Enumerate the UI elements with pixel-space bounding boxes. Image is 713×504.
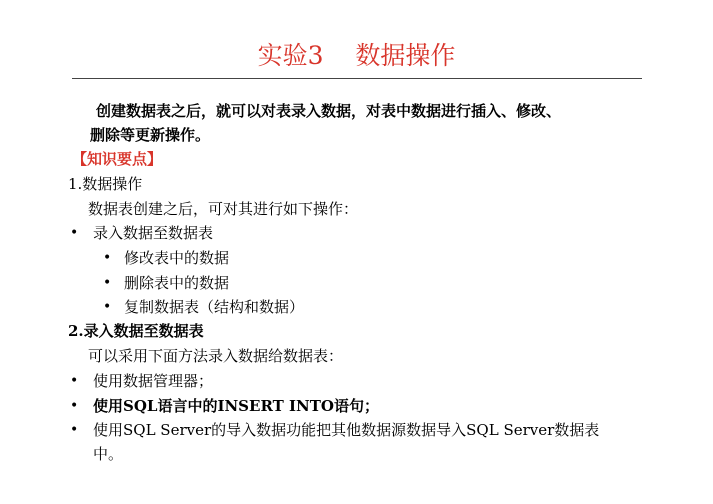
knowledge-heading: 【知识要点】	[72, 150, 163, 168]
intro-line-1: 创建数据表之后，就可以对表录入数据，对表中数据进行插入、修改、	[96, 102, 562, 120]
bullet-dot: •	[103, 250, 112, 266]
bullet-dot: •	[70, 398, 79, 414]
bullet-dot: •	[103, 299, 112, 315]
slide-title: 实验3 数据操作	[257, 41, 456, 70]
bullet-dot: •	[70, 225, 79, 241]
section1-heading: 1.数据操作	[68, 175, 143, 193]
section1-bullet-main: 录入数据至数据表	[93, 224, 214, 242]
title-divider	[72, 78, 642, 79]
section2-bullet: 使用数据管理器；	[93, 372, 214, 390]
section1-desc: 数据表创建之后，可对其进行如下操作：	[88, 200, 359, 218]
intro-line-2: 删除等更新操作。	[90, 126, 211, 144]
bullet-dot: •	[103, 275, 112, 291]
section2-desc: 可以采用下面方法录入数据给数据表：	[88, 347, 344, 365]
section1-sub-bullet: 复制数据表（结构和数据）	[124, 298, 305, 316]
section2-bullet-continuation: 中。	[93, 445, 124, 463]
section2-bullet: 使用SQL Server的导入数据功能把其他数据源数据导入SQL Server数据表	[93, 421, 600, 439]
section1-sub-bullet: 修改表中的数据	[124, 249, 230, 267]
section1-sub-bullet: 删除表中的数据	[124, 274, 230, 292]
bullet-dot: •	[70, 373, 79, 389]
bullet-dot: •	[70, 422, 79, 438]
section2-heading: 2.录入数据至数据表	[68, 322, 204, 340]
section2-bullet: 使用SQL语言中的INSERT INTO语句；	[93, 397, 379, 415]
